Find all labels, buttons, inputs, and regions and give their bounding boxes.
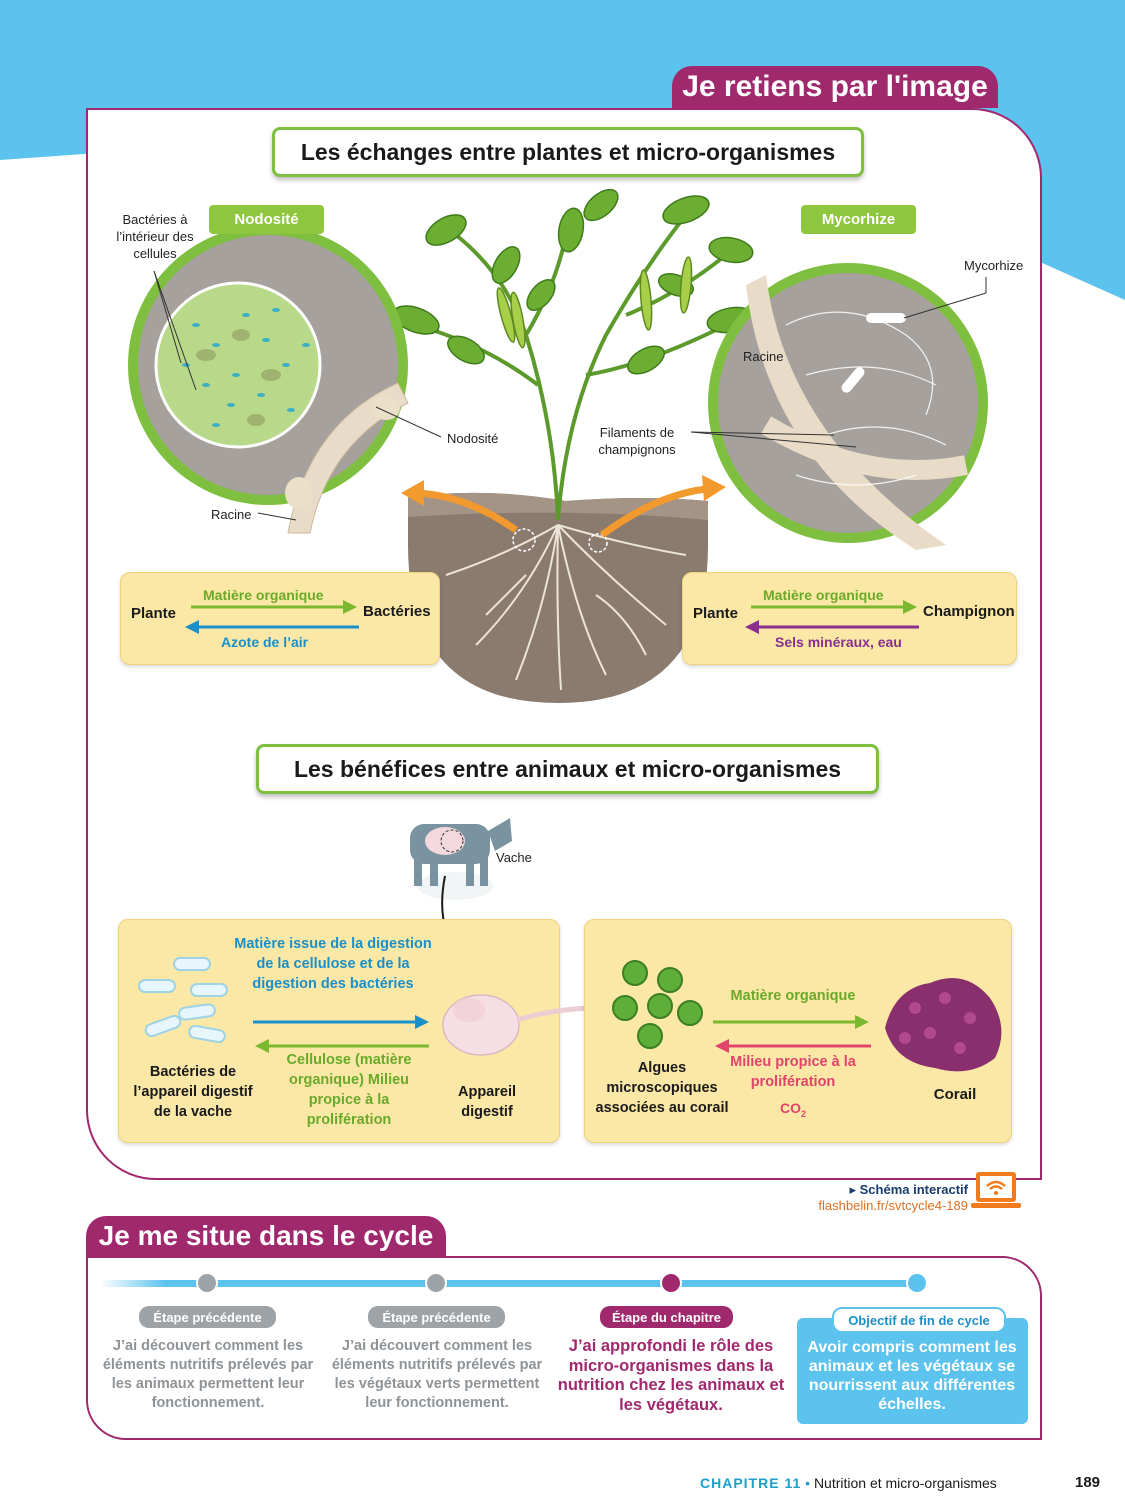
exchange-arrows: [181, 599, 361, 635]
coral-left-label: Algues microscopiques associées au corail: [595, 1060, 729, 1116]
step-3-tag: Étape du chapitre: [600, 1306, 733, 1328]
cow-exchange-box: [118, 919, 560, 1143]
algae-illustration: [605, 958, 705, 1053]
step-2-tag: Étape précédente: [368, 1306, 505, 1328]
digestive-organ-illustration: [439, 980, 589, 1070]
step-1-text: J’ai découvert comment les éléments nutritifs prélevés par les animaux permettent leur fonctionnement.: [102, 1338, 314, 1411]
footer-chapter: CHAPITRE 11: [700, 1475, 802, 1491]
cow-right-label: Appareil digestif: [457, 1084, 516, 1120]
step-3-text: J’ai approfondi le rôle des micro-organismes dans la nutrition chez les animaux et les végétaux.: [557, 1337, 785, 1414]
exchange-bottom-label: Sels minéraux, eau: [775, 634, 902, 650]
nodosite-exchange-box: [120, 572, 440, 665]
mycorhize-label: Mycorhize: [964, 258, 1024, 273]
laptop-wifi-icon[interactable]: [970, 1170, 1022, 1214]
nodosite-tag: Nodosité: [209, 205, 324, 234]
footer-title: Nutrition et micro-organismes: [813, 1475, 997, 1491]
exchange-from-label: Plante: [693, 605, 739, 622]
coral-exchange-arrows: [709, 1014, 879, 1054]
plants-section-title: Les échanges entre plantes et micro-organismes: [272, 127, 864, 177]
bacteries-label: Bactéries à l’intérieur des cellules: [116, 212, 194, 261]
coral-right-label: Corail: [933, 1086, 977, 1103]
exchange-top-label: Matière organique: [763, 587, 884, 603]
exchange-top-label: Matière organique: [203, 587, 324, 603]
exchange-arrows: [741, 599, 921, 635]
cow-exchange-arrows: [249, 1014, 439, 1054]
mycorhize-exchange-box: [682, 572, 1017, 665]
animals-section-title: Les bénéfices entre animaux et micro-organismes: [256, 744, 879, 794]
interactive-link[interactable]: [818, 1182, 968, 1214]
coral-exchange-box: [584, 919, 1012, 1143]
step-2-text: J’ai découvert comment les éléments nutritifs prélevés par les végétaux verts permettent leur fonctionnement.: [331, 1338, 543, 1411]
mycorhize-tag: Mycorhize: [801, 205, 916, 234]
bacteria-illustration: [129, 950, 239, 1050]
exchange-bottom-label: Azote de l’air: [221, 634, 309, 650]
nodosite-label: Nodosité: [447, 431, 499, 446]
interactive-label: ▸ Schéma interactif: [849, 1182, 968, 1197]
header-tab: Je retiens par l'image: [672, 66, 998, 108]
cycle-timeline: [100, 1270, 1020, 1300]
filaments-label: Filaments de champignons: [598, 425, 676, 457]
cycle-tab: Je me situe dans le cycle: [86, 1216, 446, 1256]
step-4-tag: Objectif de fin de cycle: [832, 1307, 1006, 1333]
cow-bottom-label: Cellulose (matière organique) Milieu propice à la prolifération: [286, 1052, 412, 1128]
co2-label: $CO_2$: [780, 1100, 807, 1119]
coral-illustration: [875, 968, 1010, 1078]
cow-left-label: Bactéries de l’appareil digestif de la vache: [133, 1064, 253, 1120]
vache-label: Vache: [496, 850, 532, 865]
cow-top-label: Matière issue de la digestion de la cellulose et de la digestion des bactéries: [234, 936, 432, 992]
exchange-to-label: Champignon: [923, 603, 1015, 620]
coral-top-label: Matière organique: [730, 988, 856, 1004]
footer: [700, 1475, 997, 1491]
racine-right-label: Racine: [743, 349, 784, 364]
racine-left-label: Racine: [211, 507, 252, 522]
interactive-url: flashbelin.fr/svtcycle4-189: [818, 1198, 968, 1213]
step-1-tag: Étape précédente: [139, 1306, 276, 1328]
footer-separator: •: [805, 1475, 811, 1491]
coral-bottom-label: Milieu propice à la prolifération: [730, 1054, 856, 1090]
page-number: 189: [1075, 1474, 1101, 1491]
step-4-text: Avoir compris comment les animaux et les végétaux se nourrissent aux différentes échelles.: [807, 1339, 1017, 1413]
exchange-from-label: Plante: [131, 605, 177, 622]
exchange-to-label: Bactéries: [363, 603, 431, 620]
